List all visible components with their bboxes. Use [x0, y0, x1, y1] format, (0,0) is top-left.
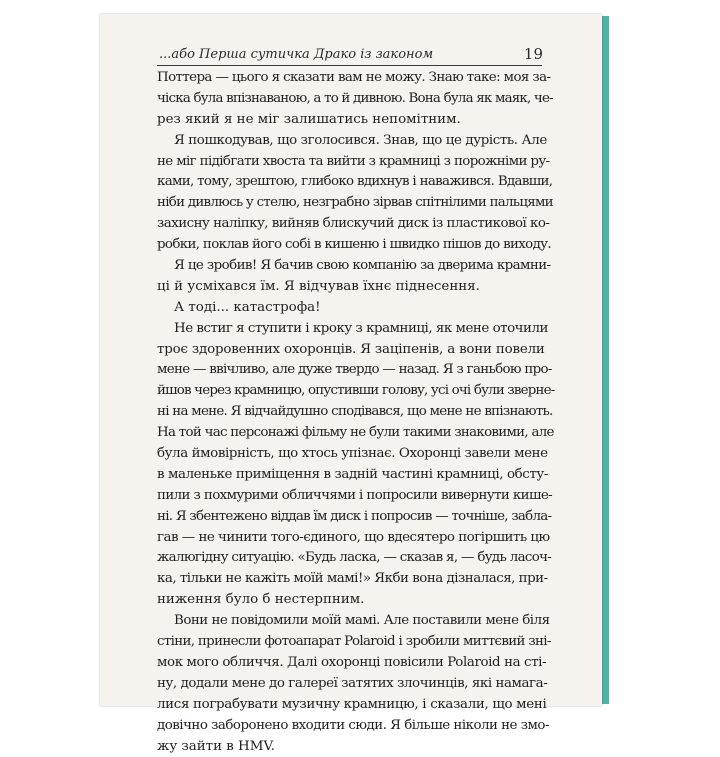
- text-line: йшов через крамницю, опустивши голову, усі очі були зверне-: [157, 381, 542, 402]
- text-line: довічно заборонено входити сюди. Я більше ніколи не змо-: [157, 716, 542, 737]
- text-line: стіни, принесли фотоапарат Polaroid і зробили миттєвий зні-: [157, 632, 542, 653]
- text-line: ка, тільки не кажіть моїй мамі!» Якби вона дізналася, при-: [157, 569, 542, 590]
- book-cover-edge: [602, 16, 609, 704]
- paragraph: [157, 68, 542, 131]
- paragraph: [157, 131, 542, 256]
- text-line: Я це зробив! Я бачив свою компанію за дверима крамни-: [157, 256, 542, 277]
- text-line: не міг підібгати хвоста та вийти з крамниці з порожніми ру-: [157, 152, 542, 173]
- text-line: Поттера — цього я сказати вам не можу. Знаю таке: моя за-: [157, 68, 542, 89]
- text-line: пили з похмурими обличчями і попросили вивернути кише-: [157, 486, 542, 507]
- text-line: жалюгідну ситуацію. «Будь ласка, — сказав я, — будь ласоч-: [157, 548, 542, 569]
- text-line: Не встиг я ступити і кроку з крамниці, як мене оточили: [157, 319, 542, 340]
- text-line: ну, додали мене до галереї затятих злочинців, які намага-: [157, 674, 542, 695]
- text-line: На той час персонажі фільму не були такими знаковими, але: [157, 423, 542, 444]
- text-line: ниження було б нестерпним.: [157, 590, 542, 611]
- running-head: [157, 44, 542, 64]
- header-rule: [157, 65, 542, 66]
- page-number: 19: [505, 45, 543, 63]
- text-line: мок мого обличчя. Далі охоронці повісили Polaroid на сті-: [157, 653, 542, 674]
- running-head-title: ...або Перша сутичка Драко із законом: [159, 47, 433, 62]
- text-line: була ймовірність, що хтось упізнає. Охоронці завели мене: [157, 444, 542, 465]
- paragraph: [157, 298, 542, 319]
- text-line: ці й усміхався їм. Я відчував їхнє піднесення.: [157, 277, 542, 298]
- body-text: [157, 68, 542, 757]
- text-line: захисну наліпку, вийняв блискучий диск із пластикової ко-: [157, 214, 542, 235]
- text-line: Вони не повідомили моїй мамі. Але поставили мене біля: [157, 611, 542, 632]
- text-line: рез який я не міг залишатись непомітним.: [157, 110, 542, 131]
- text-line: мене — ввічливо, але дуже твердо — назад. Я з ганьбою про-: [157, 360, 542, 381]
- text-line: ніби дивлюсь у стелю, незграбно зірвав спітнілими пальцями: [157, 193, 542, 214]
- text-line: чіска була впізнаваною, а то й дивною. Вона була як маяк, че-: [157, 89, 542, 110]
- text-line: ні. Я збентежено віддав їм диск і попросив — точніше, забла-: [157, 507, 542, 528]
- text-line: лися пограбувати музичну крамницю, і сказали, що мені: [157, 695, 542, 716]
- text-line: ні на мене. Я відчайдушно сподівався, що мене не впізнають.: [157, 402, 542, 423]
- paragraph: [157, 611, 542, 757]
- paragraph: [157, 319, 542, 611]
- paragraph: [157, 256, 542, 298]
- text-line: А тоді... катастрофа!: [157, 298, 542, 319]
- text-line: в маленьке приміщення в задній частині крамниці, обсту-: [157, 465, 542, 486]
- text-line: Я пошкодував, що зголосився. Знав, що це дурість. Але: [157, 131, 542, 152]
- text-line: гав — не чинити того-єдиного, що вдесятеро погіршить цю: [157, 528, 542, 549]
- text-line: ками, тому, зрештою, глибоко вдихнув і наважився. Вдавши,: [157, 172, 542, 193]
- text-line: робки, поклав його собі в кишеню і швидко пішов до виходу.: [157, 235, 542, 256]
- book-page: [100, 14, 602, 706]
- text-line: жу зайти в HMV.: [157, 737, 542, 757]
- text-line: троє здоровенних охоронців. Я заціпенів, а вони повели: [157, 340, 542, 361]
